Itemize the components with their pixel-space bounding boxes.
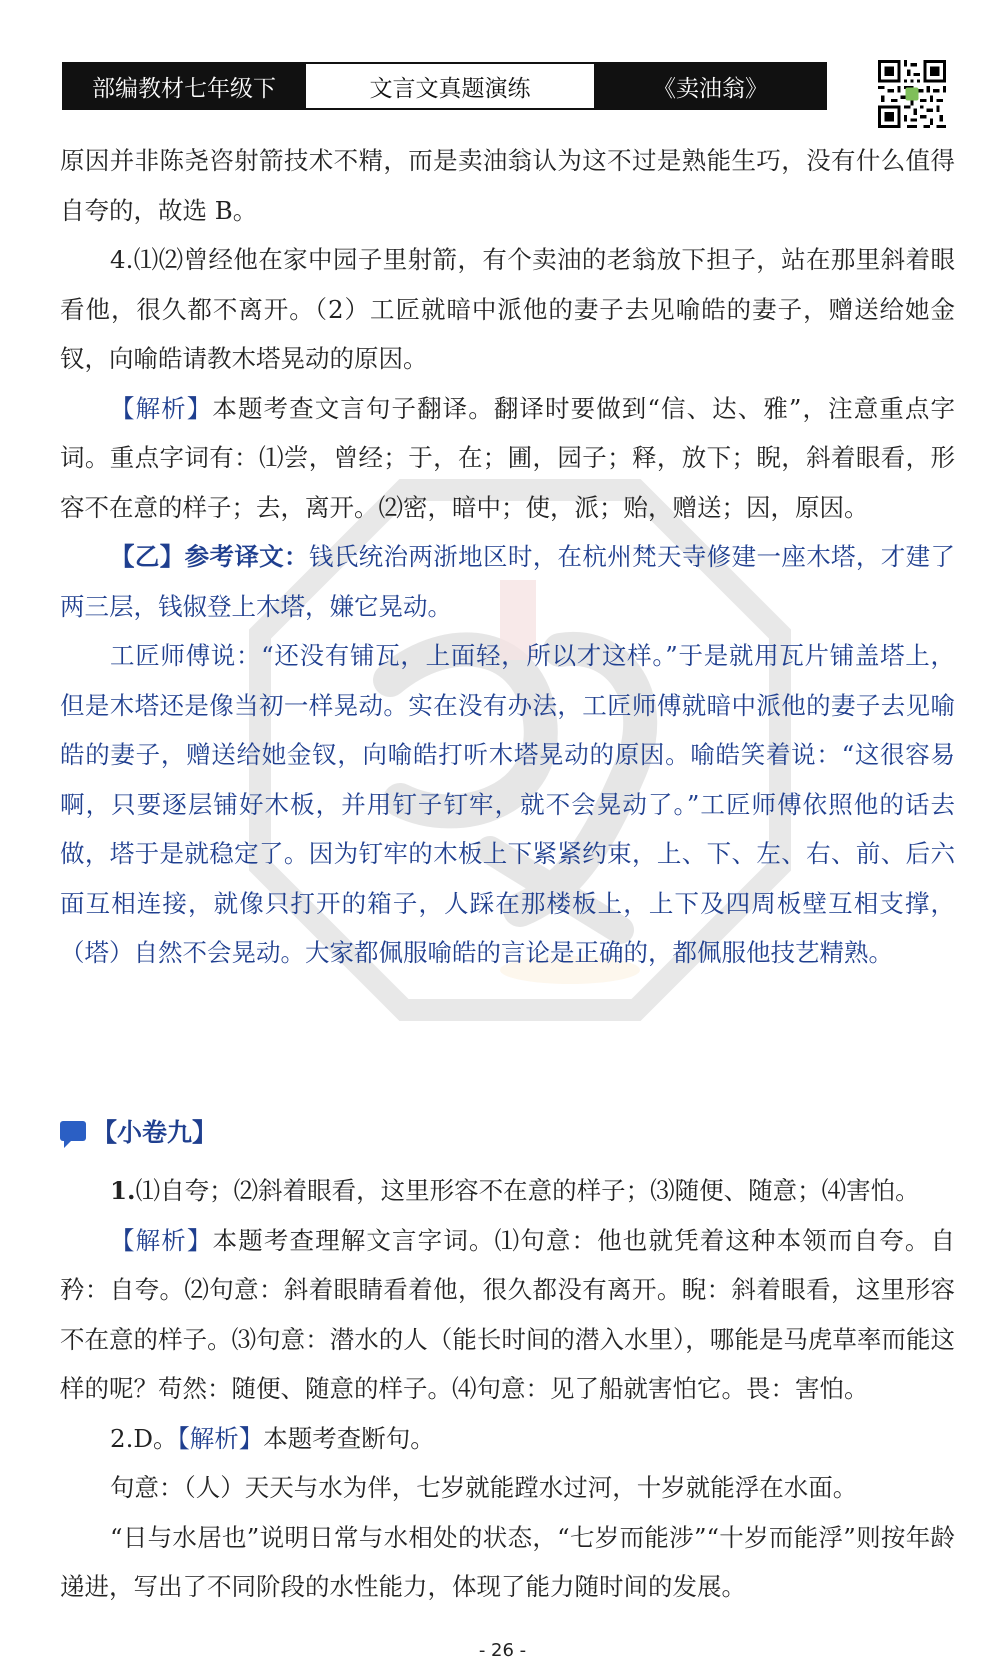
para-q1-analysis	[60, 1216, 955, 1414]
q2-number: 2.D。	[110, 1423, 178, 1453]
para-q4-analysis	[60, 384, 955, 533]
q2-analysis-text: 本题考查断句。	[263, 1423, 435, 1453]
header-bar	[62, 62, 827, 110]
yi-translation-text: 钱氏统治两浙地区时，在杭州梵天寺修建一座木塔，才建了两三层，钱俶登上木塔，嫌它晃动。	[60, 542, 956, 621]
para-yi-translation-cont: 工匠师傅说：“还没有铺瓦，上面轻，所以才这样。”于是就用瓦片铺盖塔上，但是木塔还是像当初一样晃动。实在没有办法，工匠师傅就暗中派他的妻子去见喻皓的妻子，赠送给她金钗，向喻皓打听木塔晃动的原因。喻皓笑着说：“这很容易啊，只要逐层铺好木板，并用钉子钉牢，就不会晃动了。”工匠师傅依照他的话去做，塔于是就稳定了。因为钉牢的木板上下紧紧约束，上、下、左、右、前、后六面互相连接，就像只打开的箱子，人踩在那楼板上，上下及四周板壁互相支撑，（塔）自然不会晃动。大家都佩服喻皓的言论是正确的，都佩服他技艺精熟。	[60, 641, 955, 967]
header-grade: 部编教材七年级下	[64, 64, 304, 108]
header-lesson: 《卖油翁》	[596, 64, 825, 108]
para-yi-translation	[60, 532, 955, 631]
section-answers	[60, 1166, 955, 1612]
page-number: - 26 -	[478, 1640, 527, 1661]
q1-analysis-text: 本题考查理解文言字词。⑴句意：他也就凭着这种本领而自夸。自矜：自夸。⑵句意：斜着眼睛看着他，很久都没有离开。睨：斜着眼看，这里形容不在意的样子。⑶句意：潜水的人（能长时间的潜入水里），哪能是马虎草率而能这样的呢？苟然：随便、随意的样子。⑷句意：见了船就害怕它。畏：害怕。	[60, 1225, 955, 1403]
yi-translation-label: 【乙】参考译文：	[110, 542, 309, 571]
qr-code	[878, 60, 946, 128]
para-q2-explanation: “日与水居也”说明日常与水相处的状态，“七岁而能涉”“十岁而能浮”则按年龄递进，写出了不同阶段的水性能力，体现了能力随时间的发展。	[60, 1522, 955, 1601]
header-subject: 文言文真题演练	[304, 64, 596, 108]
q2-analysis-label: 【解析】	[177, 1423, 264, 1453]
para-q2-meaning: 句意：（人）天天与水为伴，七岁就能蹚水过河，十岁就能浮在水面。	[110, 1473, 858, 1502]
analysis-label: 【解析】	[110, 393, 213, 423]
section-heading	[60, 1113, 955, 1149]
q1-number: 1.	[110, 1176, 136, 1205]
answer-body	[60, 136, 955, 978]
analysis-text: 本题考查文言句子翻译。翻译时要做到“信、达、雅”，注意重点字词。重点字词有：⑴尝，曾经；于，在；圃，园子；释，放下；睨，斜着眼看，形容不在意的样子；去，离开。⑵密，暗中；使，派；贻，赠送；因，原因。	[60, 393, 955, 522]
q1-answer-text: ⑴自夸；⑵斜着眼看，这里形容不在意的样子；⑶随便、随意；⑷害怕。	[135, 1176, 920, 1205]
para-q2-answer	[60, 1414, 955, 1464]
para-b-conclusion: 原因并非陈尧咨射箭技术不精，而是卖油翁认为这不过是熟能生巧，没有什么值得自夸的，故选 B。	[60, 146, 955, 225]
section-title: 【小卷九】	[92, 1118, 218, 1147]
q1-analysis-label: 【解析】	[110, 1225, 213, 1255]
para-q1-answer	[60, 1166, 955, 1216]
para-q4-translation: 4.⑴⑵曾经他在家中园子里射箭，有个卖油的老翁放下担子，站在那里斜着眼看他，很久都不离开。（2）工匠就暗中派他的妻子去见喻皓的妻子，赠送给她金钗，向喻皓请教木塔晃动的原因。	[60, 245, 955, 373]
speech-bubble-icon	[60, 1121, 86, 1141]
